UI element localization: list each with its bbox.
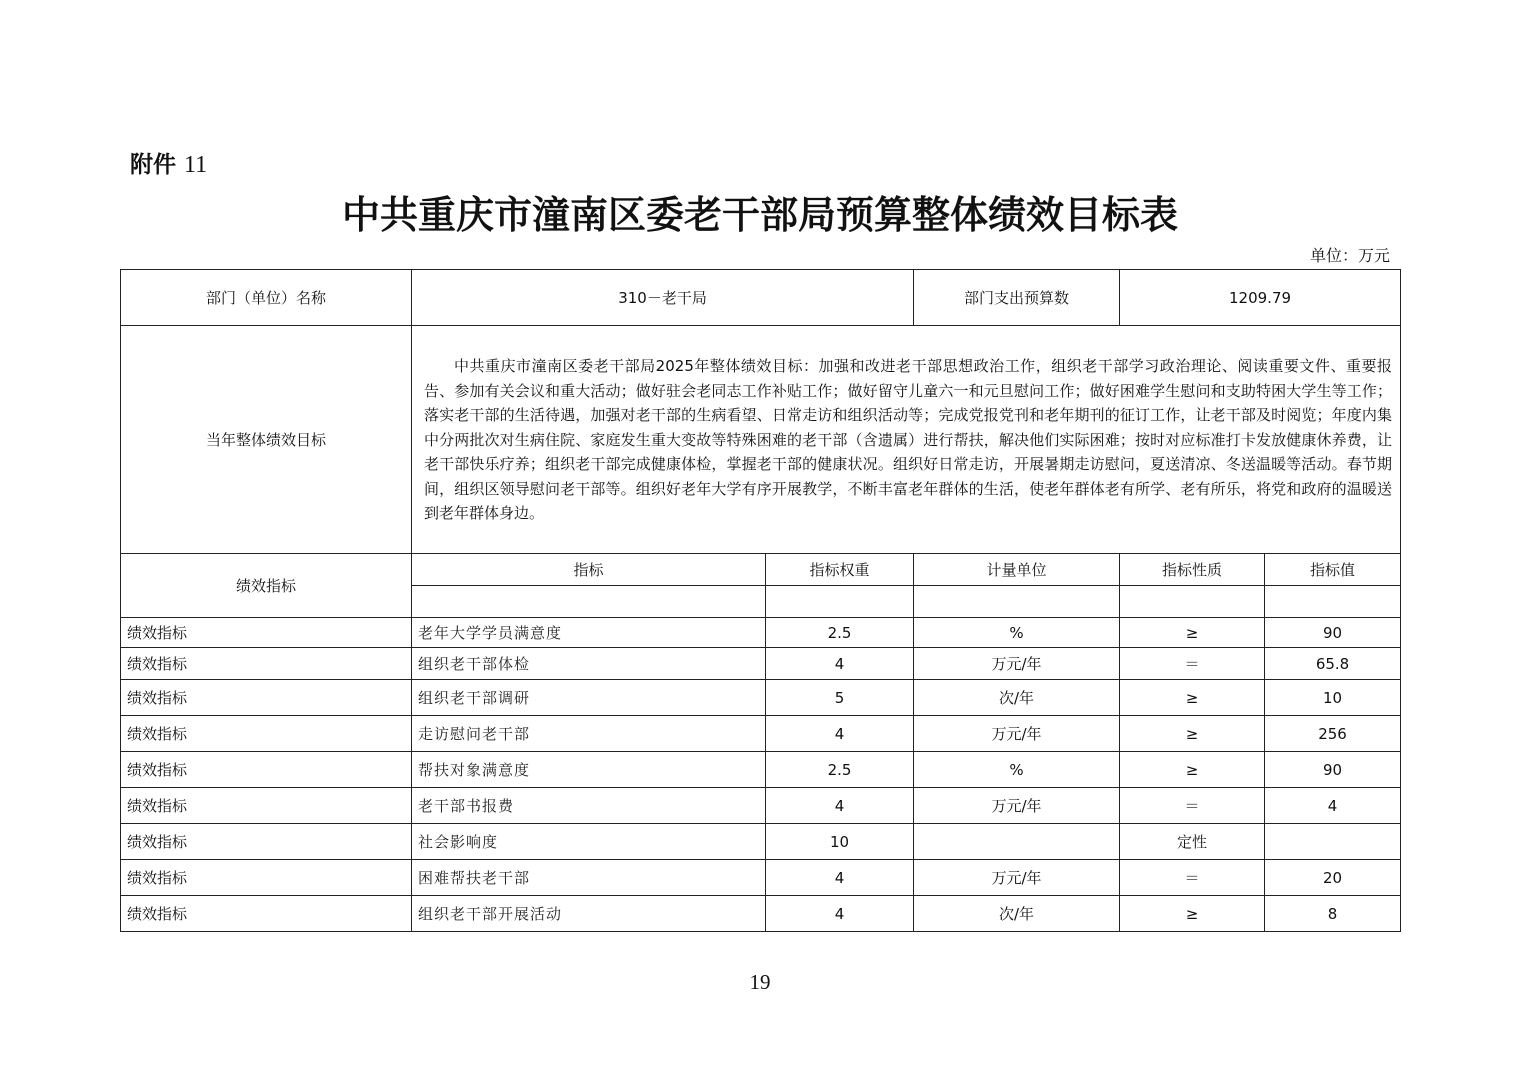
attachment-label: [130, 146, 207, 179]
row-nature: ≥: [1120, 896, 1265, 932]
row-category: 绩效指标: [121, 860, 412, 896]
blank-cell: [914, 586, 1120, 618]
table-row: [121, 716, 1401, 752]
perf-section-label: 绩效指标: [121, 554, 412, 618]
row-unit: [914, 824, 1120, 860]
row-unit: %: [914, 752, 1120, 788]
col-indicator: 指标: [412, 554, 766, 586]
row-unit: %: [914, 618, 1120, 648]
row-nature: ＝: [1120, 860, 1265, 896]
row-indicator: 老干部书报费: [412, 788, 766, 824]
blank-cell: [766, 586, 914, 618]
row-weight: 4: [766, 716, 914, 752]
row-value: 20: [1265, 860, 1401, 896]
table-row: [121, 618, 1401, 648]
row-category: 绩效指标: [121, 896, 412, 932]
attachment-text: 附件: [130, 152, 176, 178]
row-weight: 4: [766, 860, 914, 896]
col-unit: 计量单位: [914, 554, 1120, 586]
row-indicator: 走访慰问老干部: [412, 716, 766, 752]
row-indicator: 老年大学学员满意度: [412, 618, 766, 648]
row-category: 绩效指标: [121, 648, 412, 680]
table-row: [121, 680, 1401, 716]
row-category: 绩效指标: [121, 618, 412, 648]
row-weight: 2.5: [766, 752, 914, 788]
row-indicator: 社会影响度: [412, 824, 766, 860]
table-row: [121, 860, 1401, 896]
dept-name-value: 310－老干局: [412, 270, 914, 326]
row-category: 绩效指标: [121, 716, 412, 752]
goal-label: 当年整体绩效目标: [121, 326, 412, 554]
row-unit: 万元/年: [914, 788, 1120, 824]
row-value: 90: [1265, 618, 1401, 648]
row-unit: 万元/年: [914, 860, 1120, 896]
row-nature: ≥: [1120, 752, 1265, 788]
blank-cell: [1265, 586, 1401, 618]
row-nature: 定性: [1120, 824, 1265, 860]
unit-note: 单位：万元: [1309, 246, 1390, 265]
attachment-number: 11: [184, 152, 208, 178]
budget-label: 部门支出预算数: [914, 270, 1120, 326]
page-number: 19: [749, 970, 771, 994]
budget-value: 1209.79: [1120, 270, 1401, 326]
row-weight: 4: [766, 648, 914, 680]
row-nature: ＝: [1120, 648, 1265, 680]
row-weight: 10: [766, 824, 914, 860]
col-weight: 指标权重: [766, 554, 914, 586]
row-unit: 万元/年: [914, 648, 1120, 680]
row-weight: 4: [766, 788, 914, 824]
row-category: 绩效指标: [121, 752, 412, 788]
goal-text: 中共重庆市潼南区委老干部局2025年整体绩效目标：加强和改进老干部思想政治工作，组织老干部学习政治理论、阅读重要文件、重要报告、参加有关会议和重大活动；做好驻会老同志工作补贴工作；做好留守儿童六一和元旦慰问工作；做好困难学生慰问和支助特困大学生等工作；落实老干部的生活待遇，加强对老干部的生病看望、日常走访和组织活动等；完成党报党刊和老年期刊的征订工作，让老干部及时阅览；年度内集中分两批次对生病住院、家庭发生重大变故等特殊困难的老干部（含遗属）进行帮扶，解决他们实际困难；按时对应标准打卡发放健康休养费，让老干部快乐疗养；组织老干部完成健康体检，掌握老干部的健康状况。组织好日常走访，开展暑期走访慰问，夏送清凉、冬送温暖等活动。春节期间，组织区领导慰问老干部等。组织好老年大学有序开展教学，不断丰富老年群体的生活，使老年群体老有所学、老有所乐，将党和政府的温暖送到老年群体身边。: [424, 357, 1393, 523]
row-weight: 4: [766, 896, 914, 932]
row-value: 90: [1265, 752, 1401, 788]
row-weight: 5: [766, 680, 914, 716]
goal-row: [121, 326, 1401, 554]
dept-row: [121, 270, 1401, 326]
blank-cell: [1120, 586, 1265, 618]
row-nature: ≥: [1120, 716, 1265, 752]
row-indicator: 组织老干部开展活动: [412, 896, 766, 932]
row-value: [1265, 824, 1401, 860]
row-unit: 次/年: [914, 680, 1120, 716]
row-category: 绩效指标: [121, 680, 412, 716]
row-indicator: 组织老干部调研: [412, 680, 766, 716]
row-value: 256: [1265, 716, 1401, 752]
col-value: 指标值: [1265, 554, 1401, 586]
row-nature: ≥: [1120, 680, 1265, 716]
row-indicator: 帮扶对象满意度: [412, 752, 766, 788]
blank-cell: [412, 586, 766, 618]
page-title: 中共重庆市潼南区委老干部局预算整体绩效目标表: [341, 193, 1178, 237]
row-nature: ≥: [1120, 618, 1265, 648]
row-category: 绩效指标: [121, 788, 412, 824]
row-unit: 万元/年: [914, 716, 1120, 752]
table-row: [121, 896, 1401, 932]
row-value: 65.8: [1265, 648, 1401, 680]
row-weight: 2.5: [766, 618, 914, 648]
table-row: [121, 788, 1401, 824]
row-value: 8: [1265, 896, 1401, 932]
row-value: 4: [1265, 788, 1401, 824]
row-indicator: 困难帮扶老干部: [412, 860, 766, 896]
perf-header-row: [121, 554, 1401, 586]
dept-name-label: 部门（单位）名称: [121, 270, 412, 326]
row-unit: 次/年: [914, 896, 1120, 932]
goal-cell: [412, 326, 1401, 554]
table-row: [121, 824, 1401, 860]
row-category: 绩效指标: [121, 824, 412, 860]
row-value: 10: [1265, 680, 1401, 716]
row-nature: ＝: [1120, 788, 1265, 824]
row-indicator: 组织老干部体检: [412, 648, 766, 680]
col-nature: 指标性质: [1120, 554, 1265, 586]
table-row: [121, 648, 1401, 680]
table-row: [121, 752, 1401, 788]
performance-table: [120, 269, 1401, 932]
